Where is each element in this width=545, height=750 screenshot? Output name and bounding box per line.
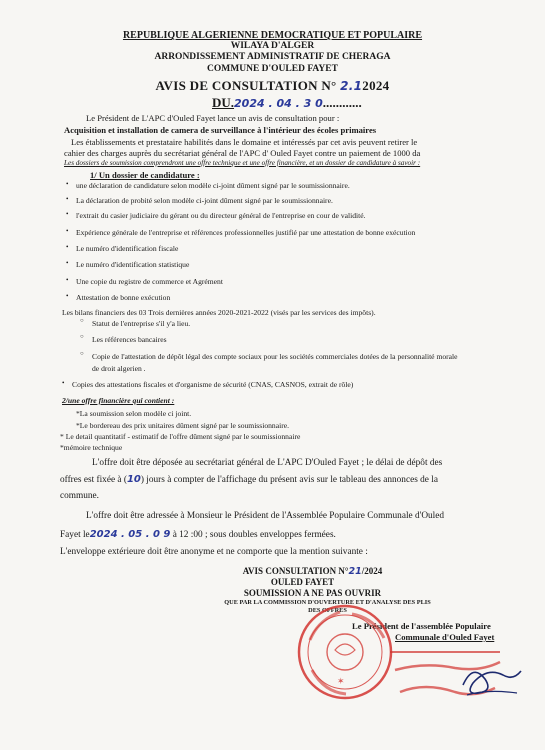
dossier-item: Une copie du registre de commerce et Agrément <box>76 277 223 286</box>
header-wilaya: WILAYA D'ALGER <box>230 41 315 51</box>
dossier-item: La déclaration de probité selon modèle ci-joint dûment signé par le soumissionnaire. <box>76 196 333 205</box>
signature-line1: Le Président de l'assemblée Populaire <box>352 621 491 631</box>
depot-days-handwritten: 10 <box>126 474 141 485</box>
circle-bullet: ○ <box>80 334 84 340</box>
depot-line2-start: offres est fixée à ( <box>60 475 127 485</box>
intro-line3: Les établissements et prestataire habilités dans le domaine et intéressés par cet avis peuvent retirer le <box>71 137 418 147</box>
dossier-item: Expérience générale de l'entreprise et références professionnelles justifié par une attestation de bonne exécution <box>76 228 416 237</box>
adresse-line1: L'offre doit être adressée à Monsieur le Président de l'Assemblée Populaire Communale d'Ouled <box>86 511 445 521</box>
depot-line2-end: ) jours à compter de l'affichage du présent avis sur le tableau des annonces de la <box>140 475 438 485</box>
offre-item: *mémoire technique <box>60 443 123 452</box>
bullet: • <box>66 243 69 251</box>
svg-text:✶: ✶ <box>337 677 345 687</box>
header-republic: REPUBLIQUE ALGERIENNE DEMOCRATIQUE ET POPULAIRE <box>122 30 423 41</box>
dossier-item: Le numéro d'identification fiscale <box>76 244 179 253</box>
intro-subject: Acquisition et installation de camera de surveillance à l'intérieur des écoles primaires <box>64 125 377 135</box>
adresse-line2-start: Fayet le <box>60 530 90 540</box>
mention-number-handwritten: 21 <box>348 566 362 577</box>
circle-bullet: ○ <box>80 318 84 324</box>
date-handwritten: 2024 . 04 . 3 0 <box>234 97 323 110</box>
dossier-copies: Copies des attestations fiscales et d'organisme de sécurité (CNAS, CASNOS, extrait de rôle) <box>72 380 354 389</box>
dossier-item: Le numéro d'identification statistique <box>76 260 190 269</box>
mention-line4: QUE PAR LA COMMISSION D'OUVERTURE ET D'ANALYSE DES PLIS <box>224 599 431 606</box>
offre-item: *Le bordereau des prix unitaires dûment signé par le soumissionnaire. <box>76 421 289 430</box>
offre-item: * Le detail quantitatif - estimatif de l'offre dûment signé par le soumissionnaire <box>60 432 301 441</box>
depot-line3: commune. <box>60 491 99 501</box>
mention-line1 <box>0 566 545 577</box>
dossier-title: 1/ Un dossier de candidature : <box>90 170 200 180</box>
mention-line2: OULED FAYET <box>270 577 335 587</box>
dossier-sub-cont: de droit algerien . <box>92 364 146 373</box>
bullet: • <box>66 292 69 300</box>
title-number-handwritten: 2.1 <box>340 79 363 93</box>
offre-title: 2/une offre financière qui contient : <box>62 396 175 405</box>
adresse-line2-end: à 12 :00 ; sous doubles enveloppes fermées. <box>172 530 336 540</box>
mention-line3: SOUMISSION A NE PAS OUVRIR <box>243 588 382 598</box>
title-text: AVIS DE CONSULTATION N° <box>155 78 337 93</box>
mention-year: /2024 <box>361 566 383 576</box>
header-arrondissement: ARRONDISSEMENT ADMINISTRATIF DE CHERAGA <box>154 52 391 62</box>
dossier-sub-item: Statut de l'entreprise s'il y'a lieu. <box>92 319 191 328</box>
intro-dossiers-note: Les dossiers de soumission comprendront une offre technique et une offre financière, et un dossier de candidature à savoir : <box>64 159 421 167</box>
dossier-item: l'extrait du casier judiciaire du gérant ou du directeur général de l'entreprise en cour de validité. <box>76 211 366 220</box>
page-title <box>0 78 545 94</box>
bullet: • <box>66 195 69 203</box>
circle-bullet: ○ <box>80 351 84 357</box>
intro-line4: cahier des charges auprès du secrétariat général de l'APC d' Ouled Fayet contre un paiement de 1000 da <box>64 148 421 158</box>
handwritten-signature <box>455 655 530 705</box>
offre-item: *La soumission selon modèle ci joint. <box>76 409 192 418</box>
bullet: • <box>66 276 69 284</box>
bullet: • <box>66 259 69 267</box>
bullet: • <box>66 227 69 235</box>
mention-title: AVIS CONSULTATION N° <box>242 566 349 576</box>
signature-line2: Communale d'Ouled Fayet <box>395 632 495 642</box>
title-year: 2024 <box>362 78 390 93</box>
bullet: • <box>66 180 69 188</box>
dossier-sub-item: Les références bancaires <box>92 335 167 344</box>
intro-line1: Le Président de L'APC d'Ouled Fayet lance un avis de consultation pour : <box>86 113 340 123</box>
dossier-item: une déclaration de candidature selon modèle ci-joint dûment signé par le soumissionnaire. <box>76 181 350 190</box>
title-date <box>212 96 362 111</box>
dossier-bilans: Les bilans financiers des 03 Trois dernières années 2020-2021-2022 (visés par les services des impôts). <box>62 308 376 317</box>
header-commune: COMMUNE D'OULED FAYET <box>207 64 338 74</box>
mention-line5: DES OFFRES <box>308 607 347 614</box>
adresse-line2 <box>60 529 336 541</box>
dossier-item: Attestation de bonne exécution <box>76 293 171 302</box>
adresse-line3: L'enveloppe extérieure doit être anonyme et ne comporte que la mention suivante : <box>60 547 368 557</box>
date-prefix: DU. <box>212 95 235 110</box>
adresse-date-handwritten: 2024 . 05 . 0 9 <box>89 529 171 540</box>
bullet: • <box>62 379 65 387</box>
depot-line1: L'offre doit être déposée au secrétariat général de L'APC D'Ouled Fayet ; le délai de dépôt des <box>92 458 443 468</box>
date-dots: ............ <box>322 95 362 110</box>
bullet: • <box>66 210 69 218</box>
depot-line2 <box>60 474 438 486</box>
dossier-sub-item: Copie de l'attestation de dépôt légal des compte sociaux pour les sociétés commerciales dotées de la personnalité morale <box>92 352 458 361</box>
